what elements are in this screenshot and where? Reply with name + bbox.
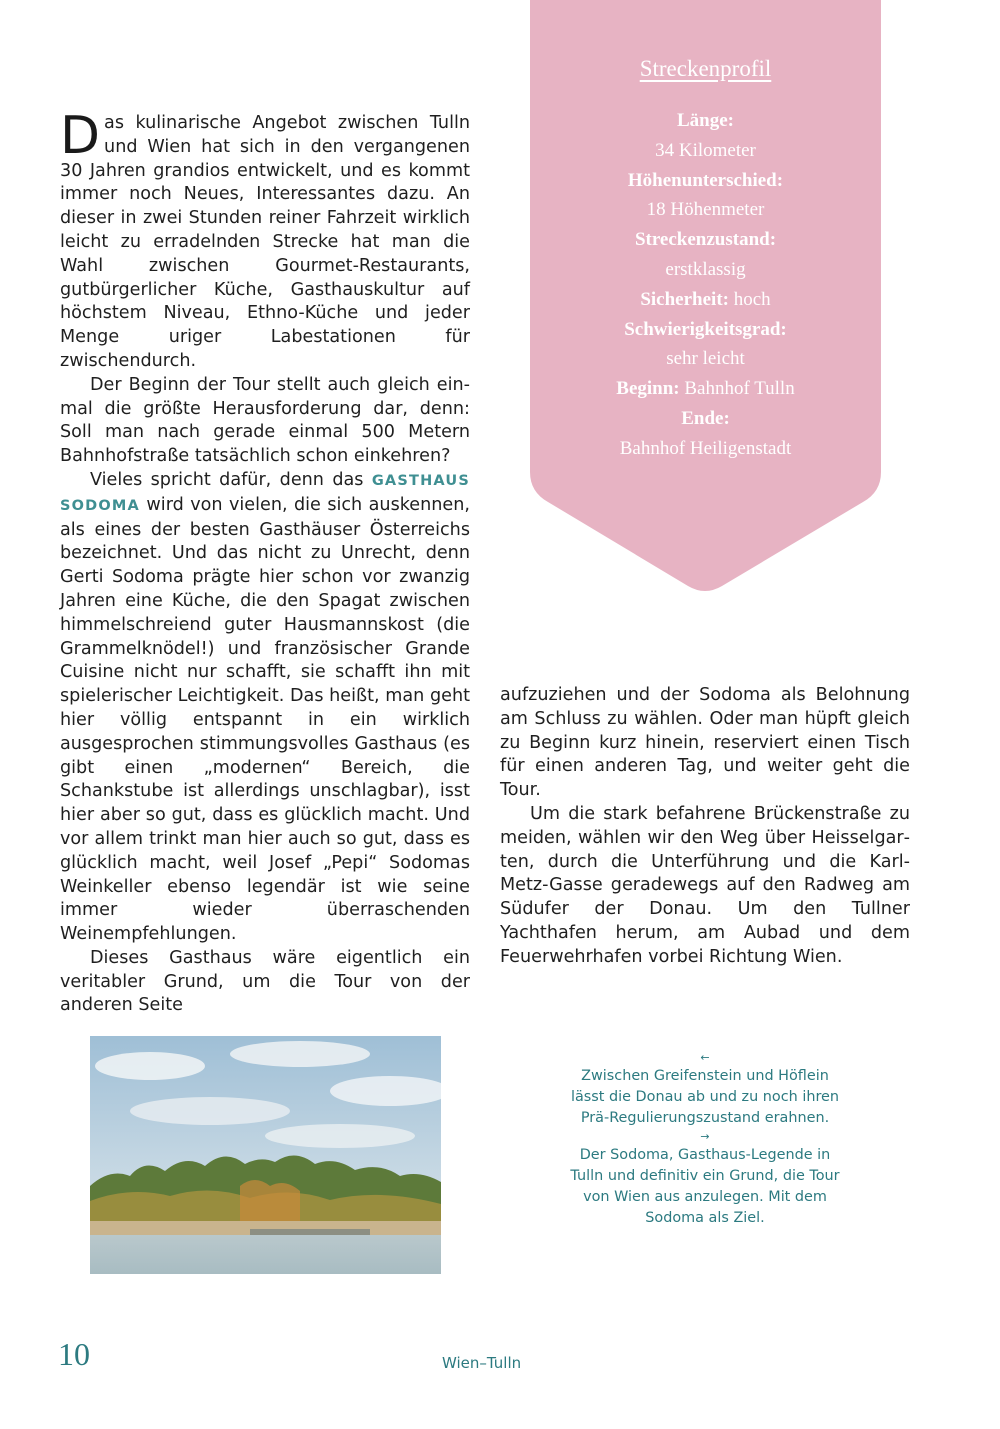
profile-row: [530, 315, 881, 345]
profile-row: [530, 434, 881, 464]
profile-row: [530, 374, 881, 404]
caption-sodoma: Der Sodoma, Gasthaus-Legende in Tulln und definitiv ein Grund, die Tour von Wien aus anzulegen. Mit dem Sodoma als Ziel.: [570, 1147, 840, 1226]
paragraph-route: Um die stark befahrene Brückenstraße zu meiden, wählen wir den Weg über Heisselgarten, durch die Unterführung und die Karl-Metz-Gasse geradewegs auf den Radweg am Südufer der Donau. Um den Tullner Yachthafen herum, am Aubad und dem Feuerwehrhafen vorbei Richtung Wien.: [500, 803, 910, 967]
profile-row: [530, 166, 881, 196]
profile-value: hoch: [728, 288, 771, 310]
paragraph-sodoma: [60, 469, 470, 947]
profile-label: Streckenzustand:: [634, 229, 777, 251]
paragraph-intro: [60, 106, 470, 374]
paragraph-sodoma-lead: Vieles spricht dafür, denn das: [90, 469, 372, 490]
arrow-left-icon: ←: [700, 1051, 710, 1064]
paragraph-reason: Dieses Gasthaus wäre eigentlich ein veritabler Grund, um die Tour von der anderen Seite: [60, 947, 470, 1016]
profile-row: [530, 225, 881, 255]
profile-label: Ende:: [681, 407, 730, 429]
profile-row: [530, 285, 881, 315]
profile-row: [530, 255, 881, 285]
page-number: 10: [58, 1336, 90, 1372]
arrow-right-icon: →: [700, 1130, 710, 1143]
danube-landscape-photo: [90, 1036, 441, 1274]
highlight-gasthaus-sodoma: GASTHAUS SODOMA: [60, 472, 470, 514]
caption-greifenstein: Zwischen Greifenstein und Höflein lässt die Donau ab und zu noch ihren Prä-Regulierungszustand erahnen.: [570, 1068, 840, 1126]
profile-label: Sicherheit:: [640, 288, 729, 310]
profile-value: 34 Kilometer: [655, 139, 756, 161]
profile-row: [530, 195, 881, 225]
profile-value: Bahnhof Heiligenstadt: [619, 437, 792, 459]
profile-label: Schwierigkeitsgrad:: [624, 318, 787, 340]
drop-cap: D: [60, 106, 101, 166]
profile-label: Höhenunterschied:: [627, 169, 784, 191]
route-profile-content: [530, 56, 881, 464]
footer-chapter-title: Wien–Tulln: [442, 1354, 522, 1372]
paragraph-start: Der Beginn der Tour stellt auch gleich einmal die größte Herausforderung dar, denn: Soll man nach gerade einmal 500 Metern Bahnhofstraße tatsächlich schon einkehren?: [60, 374, 470, 467]
profile-row: [530, 136, 881, 166]
profile-value: 18 Höhenmeter: [646, 199, 765, 221]
profile-value: erstklassig: [665, 258, 746, 280]
profile-value: sehr leicht: [666, 348, 745, 370]
profile-label: Länge:: [677, 110, 734, 131]
article-column-left: [60, 106, 470, 1018]
profile-row: [530, 344, 881, 374]
profile-label: Beginn:: [616, 378, 680, 400]
paragraph-intro-text: as kulinarische Angebot zwischen Tulln und Wien hat sich in den vergangenen 30 Jahren grandios entwickelt, und es kommt immer noch Neues, Interessantes dazu. An dieser in zwei Stunden reiner Fahrzeit wirklich leicht zu erradelnden Strecke hat man die Wahl zwischen Gourmet-Restaurants, gutbürgerlicher Küche, Gasthauskultur auf höchstem Niveau, Ethno-Küche und jeder Menge uriger Labestationen für zwischendurch.: [60, 113, 470, 371]
photo-captions: [570, 1050, 840, 1229]
profile-value: Bahnhof Tulln: [679, 378, 795, 400]
route-profile-title: Streckenprofil: [639, 56, 772, 81]
paragraph-sodoma-text: wird von vielen, die sich auskennen, als eines der besten Gasthäuser Österreichs bezeichnet. Und das nicht zu Unrecht, denn Gerti Sodoma prägte hier schon vor zwanzig Jahren eine Küche, die den Spagat zwischen himmelschreiend guter Hausmannskost (die Grammelknödel!) und französischer Grande Cuisine nicht nur schafft, sie schafft ihn mit spielerischer Leichtigkeit. Das heißt, man geht hier völlig entspannt in ein wirklich ausgesprochen stimmungsvolles Gasthaus (es gibt einen „modernen“ Bereich, die Schankstube ist allerdings unschlagbar), isst hier aber so gut, dass es glücklich macht. Und vor allem trinkt man hier auch so gut, dass es glücklich macht, weil Josef „Pepi“ Sodomas Weinkeller ebenso legendär ist wie seine immer wieder überraschenden Weinempfehlungen.: [60, 494, 470, 945]
route-profile-box: [530, 0, 881, 596]
profile-row: [530, 404, 881, 434]
article-column-right: [500, 684, 910, 970]
paragraph-continue: aufzuziehen und der Sodoma als Belohnung am Schluss zu wählen. Oder man hüpft gleich zu Beginn kurz hinein, reserviert einen Tisch für einen anderen Tag, und weiter geht die Tour.: [500, 685, 910, 801]
profile-row: [530, 106, 881, 136]
danube-landscape-illustration: [90, 1036, 441, 1274]
